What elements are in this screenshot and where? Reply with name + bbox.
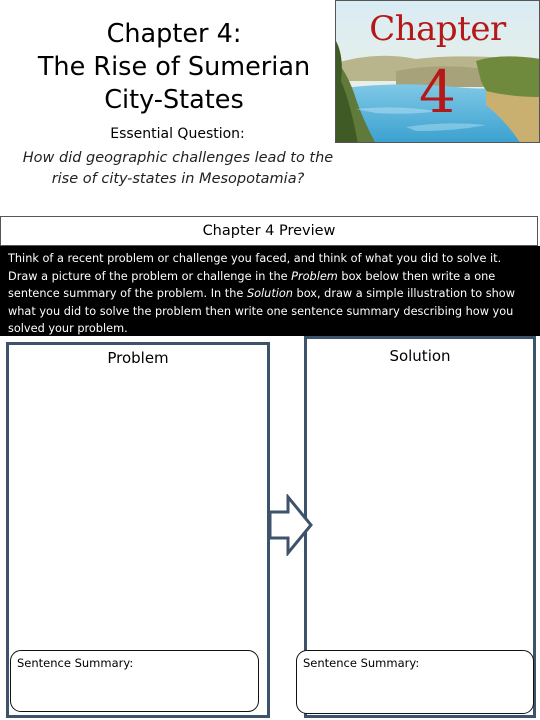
cover-chapter-word: Chapter: [369, 9, 506, 49]
instructions-part-2: box below then write a one sentence summary of the problem. In the: [8, 269, 496, 301]
problem-sentence-summary-field[interactable]: [10, 650, 259, 712]
solution-box-title: Solution: [389, 347, 451, 365]
title-line-1: Chapter 4:: [106, 19, 242, 49]
solution-sentence-summary-field[interactable]: [296, 650, 534, 714]
problem-summary-label: Sentence Summary:: [17, 656, 134, 670]
chapter-cover-image: [335, 0, 540, 143]
cover-chapter-number: 4: [419, 58, 456, 126]
instructions-problem-emphasis: Problem: [291, 269, 338, 283]
title-line-2: The Rise of Sumerian: [37, 52, 311, 82]
preview-header: Chapter 4 Preview: [0, 216, 538, 246]
page-title: [14, 18, 334, 117]
instructions-part-1: Think of a recent problem or challenge you faced, and think of what you did to solve it. Draw a picture of the problem or challenge in the: [8, 252, 502, 283]
solution-summary-label: Sentence Summary:: [303, 656, 420, 670]
right-arrow-icon: [268, 494, 314, 556]
essential-question-label: Essential Question:: [110, 126, 245, 142]
essential-question-text: How did geographic challenges lead to the rise of city-states in Mesopotamia?: [22, 150, 334, 187]
instructions-part-3: box, draw a simple illustration to show what you did to solve the problem then write one sentence summary describing how you solved your problem.: [8, 287, 515, 336]
instructions-solution-emphasis: Solution: [246, 287, 293, 301]
title-line-3: City-States: [104, 85, 244, 115]
problem-box-title: Problem: [107, 349, 169, 367]
preview-instructions: [0, 246, 540, 336]
